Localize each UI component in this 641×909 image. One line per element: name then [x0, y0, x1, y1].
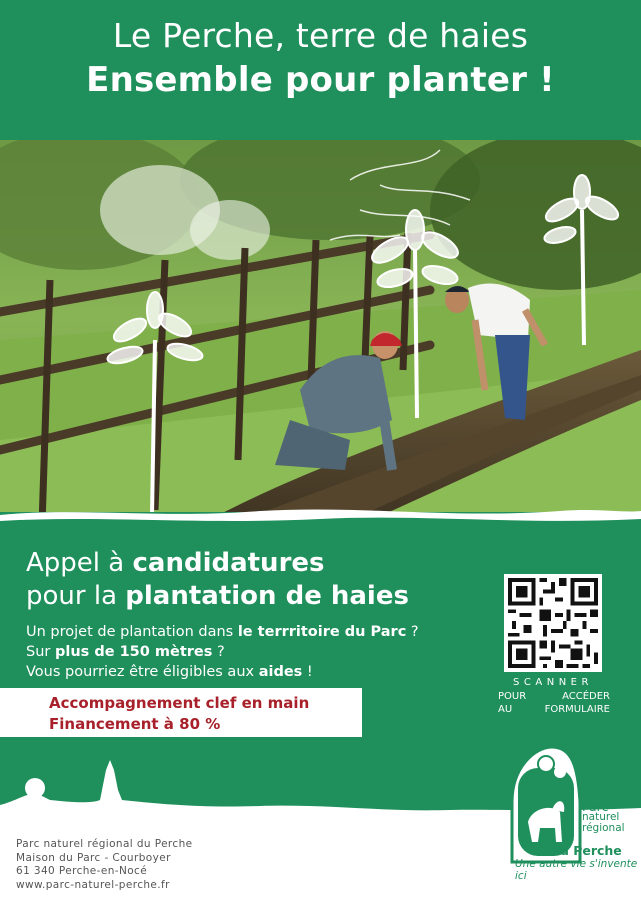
- highlight-text: [49, 693, 309, 735]
- body-line-1-end: ?: [406, 624, 419, 640]
- call-line-2-text: pour la: [26, 581, 126, 611]
- hero-photo: [0, 140, 641, 525]
- scan-word-2: ACCÉDER: [562, 691, 610, 702]
- page-title-line-2: Ensemble pour planter !: [86, 60, 555, 100]
- website-link[interactable]: www.parc-naturel-perche.fr: [16, 878, 170, 891]
- logo-tagline: Une autre vie s'invente ici: [515, 858, 638, 882]
- logo-word-1: Parc: [582, 799, 609, 814]
- scan-word-4: FORMULAIRE: [544, 704, 610, 715]
- body-line-2: Sur: [26, 644, 55, 660]
- logo-wordmark: [582, 801, 625, 834]
- page-title-line-1: Le Perche, terre de haies: [112, 16, 529, 55]
- body-line-1-bold: le terrritoire du Parc: [237, 624, 407, 640]
- address-city: 61 340 Perche-en-Nocé: [16, 865, 148, 877]
- address-house: Maison du Parc - Courboyer: [16, 851, 171, 864]
- photo-brush-edge: [0, 505, 641, 527]
- body-line-2-end: ?: [212, 644, 225, 660]
- call-line-2-bold: plantation de haies: [125, 581, 409, 611]
- logo-word-2: naturel: [582, 811, 620, 823]
- qr-code[interactable]: [504, 574, 602, 672]
- scanner-label: SCANNER: [513, 677, 593, 688]
- scan-word-1: POUR: [498, 691, 527, 702]
- logo-word-3: régional: [582, 822, 625, 834]
- eligibility-text: [26, 622, 419, 682]
- scan-word-3: AU: [498, 704, 513, 715]
- call-line-1-text: Appel à: [26, 548, 133, 578]
- body-line-3: Vous pourriez être éligibles aux: [26, 664, 259, 680]
- logo-title: du Perche: [551, 843, 622, 858]
- body-line-3-end: !: [302, 664, 313, 680]
- funding-line: Financement à 80 %: [49, 715, 221, 733]
- body-line-3-bold: aides: [258, 664, 303, 680]
- body-line-1: Un projet de plantation dans: [26, 624, 238, 640]
- call-line-1-bold: candidatures: [132, 548, 325, 578]
- hedge-planting-illustration: [0, 140, 641, 525]
- qr-code-pattern: [504, 574, 602, 672]
- call-for-applications: [26, 547, 409, 613]
- support-line: Accompagnement clef en main: [49, 694, 310, 712]
- scanner-sublabel: [498, 690, 610, 716]
- address-org: Parc naturel régional du Perche: [16, 838, 193, 850]
- body-line-2-bold: plus de 150 mètres: [54, 644, 213, 660]
- address-block: [16, 838, 193, 892]
